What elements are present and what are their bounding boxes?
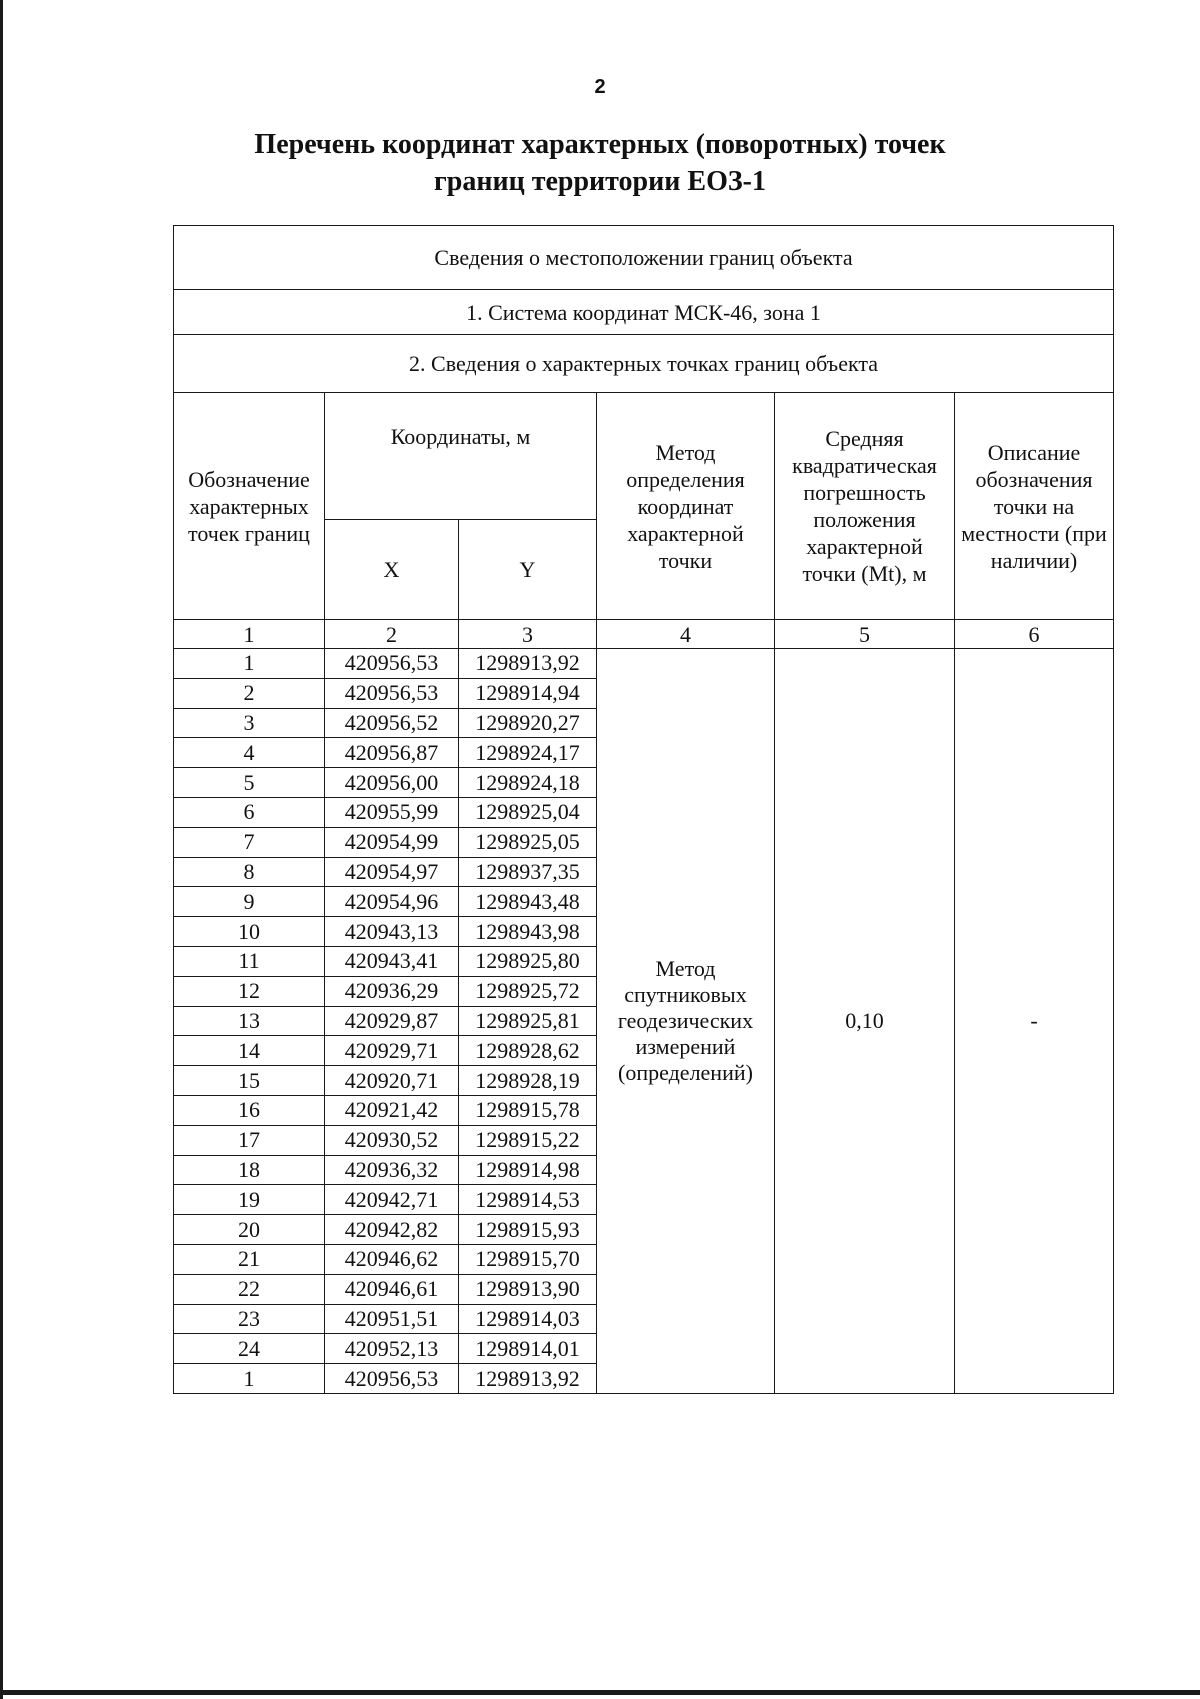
point-cell: 6 (174, 797, 325, 827)
point-cell: 19 (174, 1185, 325, 1215)
x-cell: 420936,29 (325, 976, 459, 1006)
point-cell: 13 (174, 1006, 325, 1036)
point-cell: 8 (174, 857, 325, 887)
point-cell: 14 (174, 1036, 325, 1066)
y-cell: 1298937,35 (459, 857, 597, 887)
x-cell: 420930,52 (325, 1125, 459, 1155)
y-cell: 1298943,48 (459, 887, 597, 917)
table-row-points-header (174, 335, 1114, 393)
header-x: X (325, 520, 459, 620)
x-cell: 420942,71 (325, 1185, 459, 1215)
x-cell: 420956,53 (325, 1364, 459, 1394)
x-cell: 420943,41 (325, 946, 459, 976)
header-description: Описание обозначения точки на местности (при наличии) (955, 393, 1114, 620)
info-header-cell: Сведения о местоположении границ объекта (174, 226, 1114, 290)
header-designation: Обозначение характерных точек границ (174, 393, 325, 620)
point-cell: 7 (174, 827, 325, 857)
point-cell: 15 (174, 1066, 325, 1096)
column-number: 1 (174, 620, 325, 649)
y-cell: 1298915,22 (459, 1125, 597, 1155)
coordinates-table-body (174, 226, 1114, 1394)
x-cell: 420942,82 (325, 1215, 459, 1245)
table-row (174, 649, 1114, 679)
table-column-numbers-row (174, 620, 1114, 649)
y-cell: 1298925,80 (459, 946, 597, 976)
y-cell: 1298915,70 (459, 1244, 597, 1274)
x-cell: 420952,13 (325, 1334, 459, 1364)
point-cell: 17 (174, 1125, 325, 1155)
page-number: 2 (594, 76, 606, 98)
page-edge-left (0, 0, 3, 1699)
point-cell: 11 (174, 946, 325, 976)
x-cell: 420951,51 (325, 1304, 459, 1334)
x-cell: 420929,87 (325, 1006, 459, 1036)
point-cell: 5 (174, 768, 325, 798)
y-cell: 1298914,94 (459, 678, 597, 708)
x-cell: 420956,53 (325, 649, 459, 679)
y-cell: 1298914,53 (459, 1185, 597, 1215)
document-title-line-2: границ территории ЕОЗ-1 (434, 166, 766, 197)
coord-system-cell: 1. Система координат МСК-46, зона 1 (174, 290, 1114, 335)
point-cell: 1 (174, 649, 325, 679)
y-cell: 1298928,62 (459, 1036, 597, 1066)
x-cell: 420929,71 (325, 1036, 459, 1066)
y-cell: 1298914,03 (459, 1304, 597, 1334)
x-cell: 420946,61 (325, 1274, 459, 1304)
document-title (0, 126, 1200, 200)
y-cell: 1298914,98 (459, 1155, 597, 1185)
point-cell: 2 (174, 678, 325, 708)
x-cell: 420936,32 (325, 1155, 459, 1185)
point-cell: 24 (174, 1334, 325, 1364)
point-cell: 10 (174, 917, 325, 947)
y-cell: 1298915,78 (459, 1095, 597, 1125)
table-row-info-header (174, 226, 1114, 290)
x-cell: 420946,62 (325, 1244, 459, 1274)
column-number: 6 (955, 620, 1114, 649)
point-cell: 21 (174, 1244, 325, 1274)
point-cell: 20 (174, 1215, 325, 1245)
x-cell: 420954,99 (325, 827, 459, 857)
point-cell: 4 (174, 738, 325, 768)
point-cell: 3 (174, 708, 325, 738)
point-cell: 12 (174, 976, 325, 1006)
y-cell: 1298928,19 (459, 1066, 597, 1096)
document-title-line-1: Перечень координат характерных (поворотных) точек (254, 129, 946, 160)
point-cell: 22 (174, 1274, 325, 1304)
y-cell: 1298913,90 (459, 1274, 597, 1304)
y-cell: 1298920,27 (459, 708, 597, 738)
points-header-cell: 2. Сведения о характерных точках границ объекта (174, 335, 1114, 393)
x-cell: 420921,42 (325, 1095, 459, 1125)
page-edge-bottom (0, 1690, 1200, 1695)
column-number: 5 (775, 620, 955, 649)
x-cell: 420943,13 (325, 917, 459, 947)
header-coordinates: Координаты, м (325, 393, 597, 520)
point-cell: 23 (174, 1304, 325, 1334)
table-header-row-1 (174, 393, 1114, 520)
point-cell: 1 (174, 1364, 325, 1394)
point-cell: 9 (174, 887, 325, 917)
x-cell: 420920,71 (325, 1066, 459, 1096)
x-cell: 420956,00 (325, 768, 459, 798)
x-cell: 420954,96 (325, 887, 459, 917)
y-cell: 1298925,04 (459, 797, 597, 827)
x-cell: 420956,53 (325, 678, 459, 708)
column-number: 2 (325, 620, 459, 649)
y-cell: 1298925,72 (459, 976, 597, 1006)
column-number: 3 (459, 620, 597, 649)
coordinates-table (173, 225, 1114, 1394)
y-cell: 1298913,92 (459, 649, 597, 679)
y-cell: 1298914,01 (459, 1334, 597, 1364)
y-cell: 1298924,17 (459, 738, 597, 768)
y-cell: 1298925,05 (459, 827, 597, 857)
x-cell: 420956,52 (325, 708, 459, 738)
point-cell: 18 (174, 1155, 325, 1185)
description-cell: - (955, 649, 1114, 1394)
method-cell: Метод спутниковых геодезических измерений (определений) (597, 649, 775, 1394)
header-y: Y (459, 520, 597, 620)
column-number: 4 (597, 620, 775, 649)
point-cell: 16 (174, 1095, 325, 1125)
y-cell: 1298915,93 (459, 1215, 597, 1245)
y-cell: 1298924,18 (459, 768, 597, 798)
table-row-coord-system (174, 290, 1114, 335)
x-cell: 420956,87 (325, 738, 459, 768)
y-cell: 1298913,92 (459, 1364, 597, 1394)
y-cell: 1298925,81 (459, 1006, 597, 1036)
error-cell: 0,10 (775, 649, 955, 1394)
x-cell: 420954,97 (325, 857, 459, 887)
x-cell: 420955,99 (325, 797, 459, 827)
header-method: Метод определения координат характерной точки (597, 393, 775, 620)
y-cell: 1298943,98 (459, 917, 597, 947)
header-error: Средняя квадратическая погрешность положения характерной точки (Mt), м (775, 393, 955, 620)
